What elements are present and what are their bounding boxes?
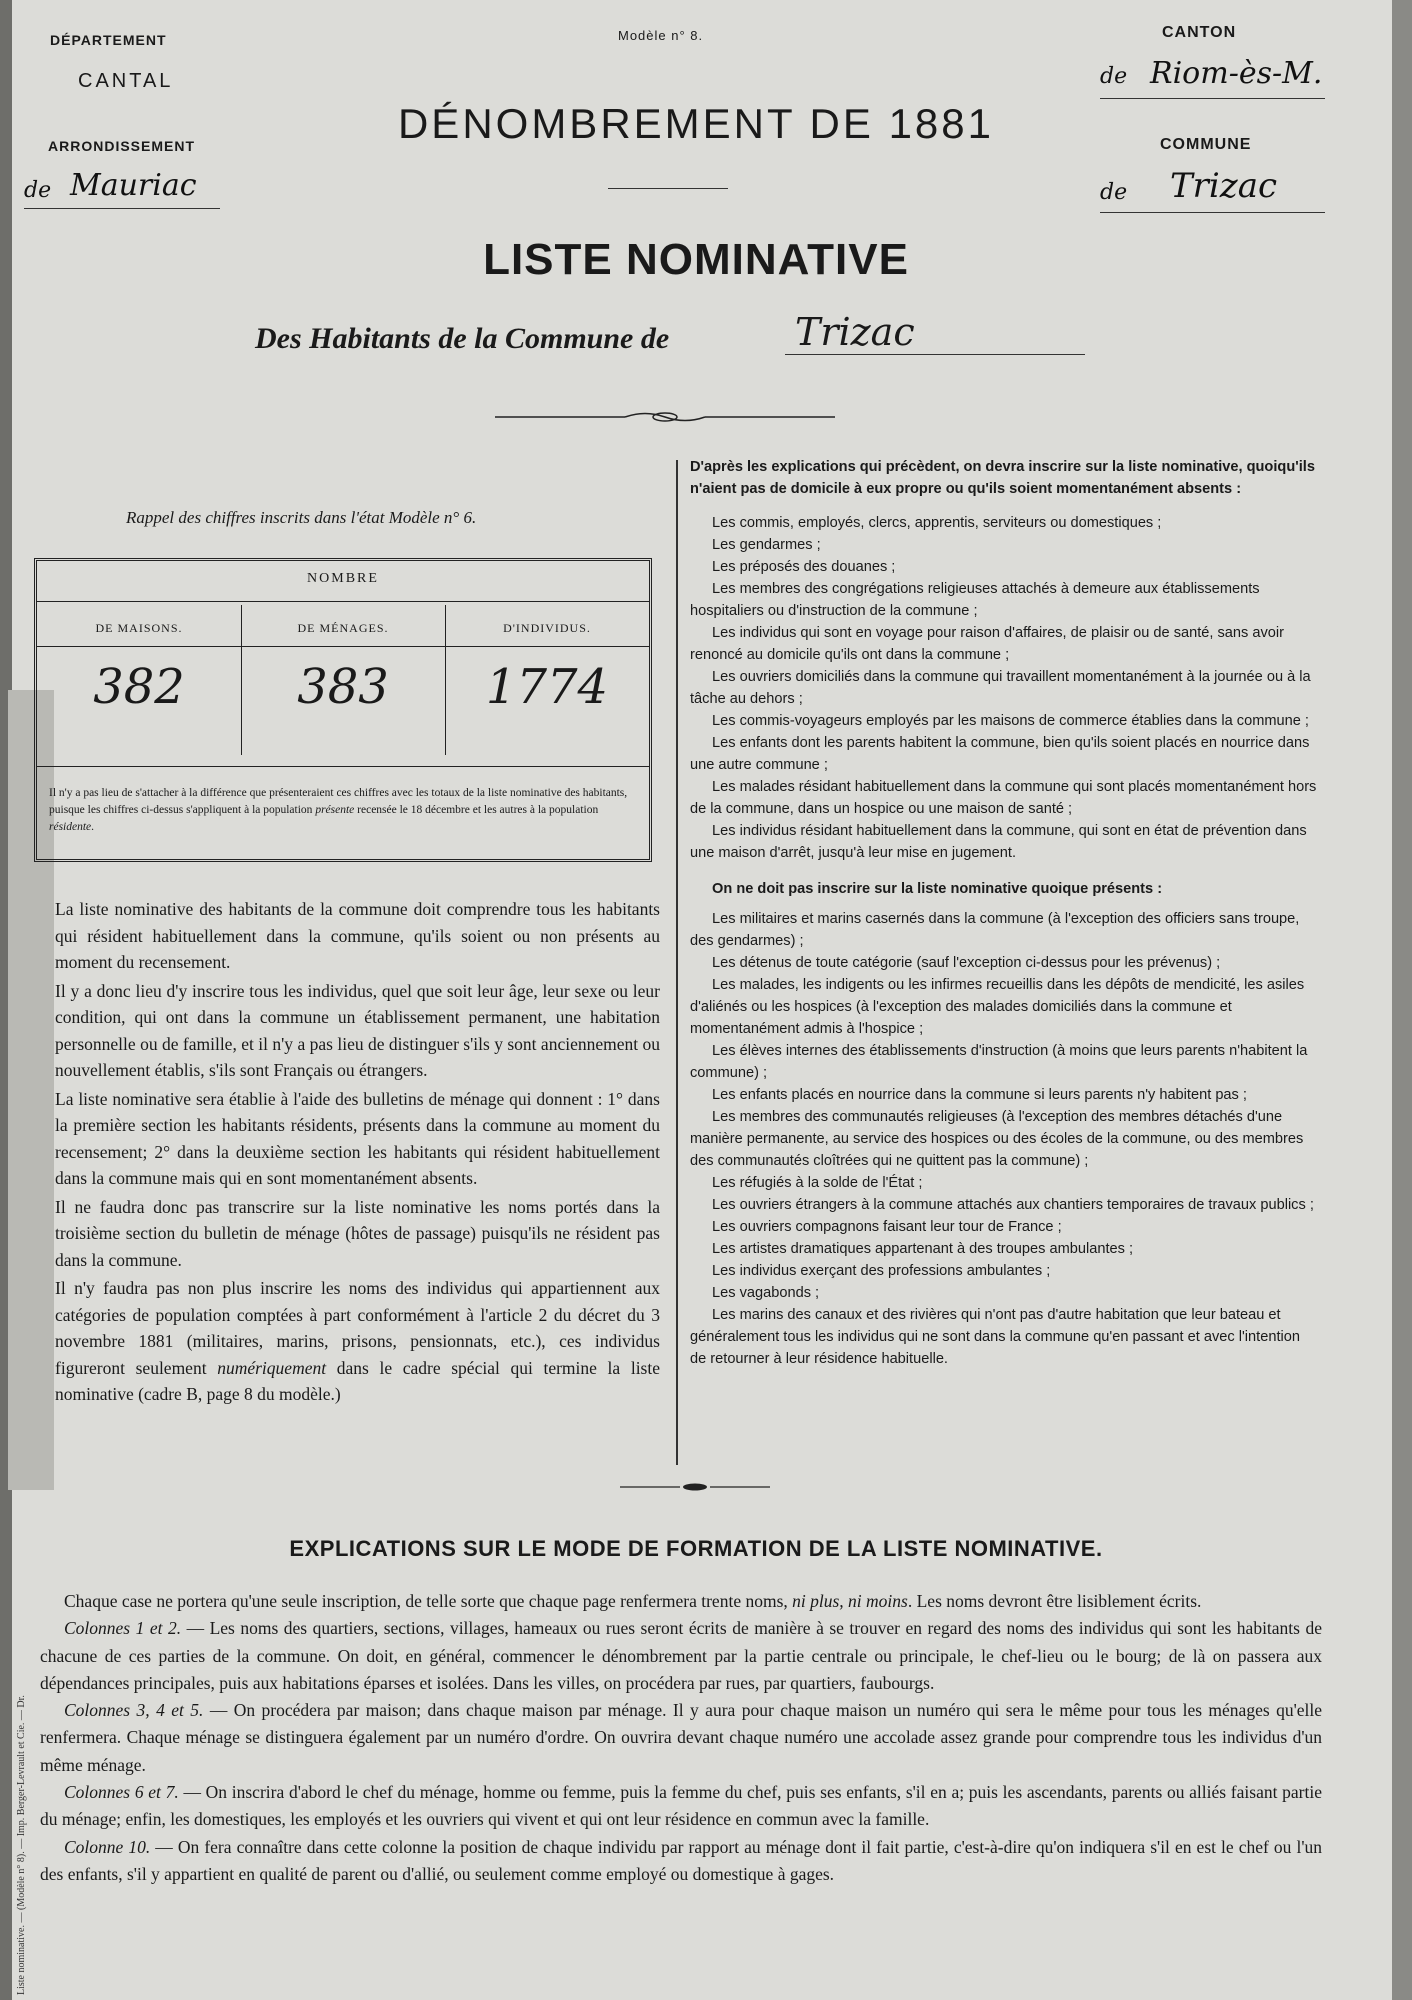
commune-line: Des Habitants de la Commune de (255, 322, 670, 355)
table-heading-rule (37, 601, 649, 602)
arrondissement-prefix: de (24, 178, 52, 203)
exclude-item: Les réfugiés à la solde de l'État ; (712, 1175, 923, 1191)
include-item: Les préposés des douanes ; (712, 559, 896, 575)
explications-text-span: — Les noms des quartiers, sections, villages, hameaux ou rues seront écrits de manière à se trouver en regard des noms des individus qui sont les habitants de chacune de ces parties de la commune. On doit, en général, commencer le dénombrement par la partie centrale ou principale, le chef-lieu ou le bourg; de là on passera aux dépendances principales, puis aux habitations éparses et isolées. Dans les villes, on procédera par rues, par quartiers, faubourgs. (40, 1618, 1322, 1693)
table-heading: NOMBRE (307, 571, 379, 586)
exclude-item: Les élèves internes des établissements d'instruction (à moins que leurs parents n'habitent la commune) ; (690, 1043, 1308, 1081)
explications-title: EXPLICATIONS SUR LE MODE DE FORMATION DE LA LISTE NOMINATIVE. (289, 1536, 1103, 1561)
summary-table (34, 558, 652, 862)
departement-label: DÉPARTEMENT (50, 32, 167, 48)
exclude-item: Les marins des canaux et des rivières qui n'ont pas d'autre habitation que leur bateau et généralement tous les individus qui ne sont dans la commune qu'en passant et avec l'intention de retourner à leur résidence habituelle. (690, 1307, 1300, 1367)
modele-number: Modèle n° 8. (618, 28, 704, 43)
table-col-individus: D'INDIVIDUS. (503, 621, 591, 635)
include-item: Les gendarmes ; (712, 537, 821, 553)
exclude-item: Les malades, les indigents ou les infirmes recueillis dans les dépôts de mendicité, les asiles d'aliénés ou les hospices (à l'exception des malades domiciliés dans la commune et momentanément admis à l'hospice ; (690, 977, 1305, 1037)
arrondissement-underline (24, 208, 220, 209)
title-rule (608, 188, 728, 189)
explications-paragraph (40, 1834, 1322, 1889)
include-item: Les individus résidant habituellement dans la commune, qui sont en état de prévention dans une maison d'arrêt, jusqu'à leur mise en jugement. (690, 823, 1307, 861)
table-note (49, 785, 634, 836)
column-divider (676, 460, 678, 1465)
explications-text-span: Chaque case ne portera qu'une seule inscription, de telle sorte que chaque page renfermera trente noms, (64, 1591, 793, 1611)
exclude-item: Les ouvriers étrangers à la commune attachés aux chantiers temporaires de travaux publics ; (712, 1197, 1314, 1213)
table-col-menages: DE MÉNAGES. (297, 621, 389, 635)
table-note-rule (37, 766, 649, 767)
exclude-item: Les détenus de toute catégorie (sauf l'exception ci-dessus pour les prévenus) ; (712, 955, 1221, 971)
left-paragraph: Il y a donc lieu d'y inscrire tous les individus, quel que soit leur âge, leur sexe ou leur condition, qui ont dans la commune un établissement permanent, une habitation personnelle ou de famille, et il n'y a pas lieu de distinguer s'ils y sont anciennement ou nouvellement établis, s'ils sont Français ou étrangers. (55, 980, 660, 1080)
left-paragraph (55, 1275, 660, 1408)
include-item: Les commis-voyageurs employés par les maisons de commerce établies dans la commune ; (712, 713, 1309, 729)
explications-paragraph (40, 1615, 1322, 1697)
explications-paragraph (40, 1779, 1322, 1834)
explications-paragraph (40, 1697, 1322, 1779)
left-column-text (55, 896, 660, 1410)
explications-text-span: — On inscrira d'abord le chef du ménage, homme ou femme, puis la femme du chef, puis ses enfants, s'il en a; puis les ascendants, parents ou alliés faisant partie du ménage; enfin, les domestiques, les employés et les ouvriers qui vivent et qui ont leur résidence en commun avec la famille. (40, 1782, 1322, 1830)
include-item: Les enfants dont les parents habitent la commune, bien qu'ils soient placés en nourrice dans une autre commune ; (690, 735, 1310, 773)
left-paragraph-text: dans le cadre spécial qui termine la liste nominative (cadre B, page 8 du modèle.) (55, 1357, 660, 1404)
explications-label: Colonnes 6 et 7. (64, 1782, 179, 1803)
decorative-ornament (495, 410, 835, 424)
include-item: Les ouvriers domiciliés dans la commune qui travaillent momentanément à la journée ou à la tâche au dehors ; (690, 669, 1311, 707)
exclude-item: Les vagabonds ; (712, 1285, 820, 1301)
printer-imprint: Liste nominative. — (Modèle n° 8). — Imp. Berger-Levrault et Cie. — Dr. (16, 1695, 27, 1995)
explications-paragraph (40, 1588, 1322, 1615)
explications-emphasis: ni plus, ni moins (792, 1591, 908, 1611)
explications-text-span: — On fera connaître dans cette colonne la position de chaque individu par rapport au ménage dont il fait partie, c'est-à-dire qu'on indiquera s'il en est le chef ou l'un des enfants, s'il y appartient en qualité de parent ou d'allié, ou seulement comme employé ou domestique à gages. (40, 1836, 1323, 1884)
explications-label: Colonne 10. (64, 1836, 151, 1857)
commune-hand: Trizac (1170, 166, 1278, 206)
left-paragraph-text: Il n'y faudra pas non plus inscrire les noms des individus qui appartiennent aux catégories de population comptées à part conformément à l'article 2 du décret du 3 novembre 1881 (militaires, marins, prisons, pensionnats, etc.), ces individus figureront seulement (55, 1278, 660, 1378)
arrondissement-label: ARRONDISSEMENT (48, 138, 196, 154)
table-note-text: Il n'y a pas lieu de s'attacher à la différence que présenteraient ces chiffres avec les totaux de la liste nominative des habitants, puisque les chiffres ci-dessus s'appliquent à la population (49, 787, 628, 816)
explications-text (40, 1588, 1322, 1888)
table-note-text: recensée le 18 décembre et les autres à la population (354, 804, 599, 816)
left-paragraph-emphasis: numériquement (217, 1357, 327, 1378)
include-lead: D'après les explications qui précèdent, on devra inscrire sur la liste nominative, quoiqu'ils n'aient pas de domicile à eux propre ou qu'ils soient momentanément absents : (690, 459, 1315, 497)
commune-line-hand: Trizac (795, 310, 915, 354)
left-paragraph: Il ne faudra donc pas transcrire sur la liste nominative les noms portés dans la troisième section du bulletin de ménage (hôtes de passage) puisqu'ils ne résident pas dans la commune. (55, 1196, 660, 1270)
departement-value: CANTAL (78, 70, 174, 92)
explications-label: Colonnes 1 et 2. (64, 1618, 182, 1639)
commune-line-rule (785, 354, 1085, 355)
arrondissement-hand: Mauriac (70, 168, 197, 203)
commune-prefix: de (1100, 180, 1128, 205)
canton-label: CANTON (1162, 24, 1237, 41)
include-item: Les malades résidant habituellement dans la commune qui sont placés momentanément hors de la commune, dans un hospice ou une maison de santé ; (690, 779, 1317, 817)
table-value-individus: 1774 (485, 659, 609, 715)
include-item: Les membres des congrégations religieuses attachés à demeure aux établissements hospitaliers ou d'instruction de la commune ; (690, 581, 1260, 619)
exclude-subhead: On ne doit pas inscrire sur la liste nominative quoique présents : (712, 881, 1163, 897)
right-column-text (690, 456, 1320, 1370)
exclude-item: Les enfants placés en nourrice dans la commune si leurs parents n'y habitent pas ; (712, 1087, 1247, 1103)
main-title: DÉNOMBREMENT DE 1881 (397, 100, 995, 147)
include-item: Les individus qui sont en voyage pour raison d'affaires, de plaisir ou de santé, sans avoir renoncé au domicile qu'ils ont dans la commune ; (690, 625, 1285, 663)
left-paragraph: La liste nominative sera établie à l'aide des bulletins de ménage qui donnent : 1° dans la première section les habitants résidents, présents dans la commune au moment du recensement; 2° dans la deuxième section les habitants qui résident habituellement dans la commune mais qui en sont momentanément absents. (55, 1088, 660, 1188)
table-header-rule (37, 646, 649, 647)
rappel-caption: Rappel des chiffres inscrits dans l'état Modèle n° 6. (126, 508, 477, 527)
table-note-emphasis: présente (315, 804, 355, 816)
commune-underline (1100, 212, 1325, 213)
canton-hand: Riom-ès-M. (1150, 56, 1323, 91)
section-ornament (620, 1482, 770, 1492)
explications-text-span: . Les noms devront être lisiblement écrits. (907, 1591, 1202, 1611)
explications-label: Colonnes 3, 4 et 5. (64, 1700, 204, 1721)
canton-underline (1100, 98, 1325, 99)
exclude-item: Les artistes dramatiques appartenant à des troupes ambulantes ; (712, 1241, 1134, 1257)
commune-label: COMMUNE (1160, 136, 1252, 153)
table-note-emphasis: résidente (49, 821, 92, 833)
exclude-item: Les militaires et marins casernés dans la commune (à l'exception des officiers sans troupe, des gendarmes) ; (690, 911, 1300, 949)
table-value-menages: 383 (297, 659, 389, 715)
canton-prefix: de (1100, 64, 1128, 89)
sub-title: LISTE NOMINATIVE (483, 235, 909, 284)
explications-text-span: — On procédera par maison; dans chaque maison par ménage. Il y aura pour chaque maison un numéro qui sera le même pour tous les ménages qu'elle renfermera. Chaque ménage se distinguera également par un numéro d'ordre. On ouvrira devant chaque numéro une accolade assez grande pour comprendre tous les individus d'un même ménage. (40, 1700, 1322, 1775)
exclude-item: Les individus exerçant des professions ambulantes ; (712, 1263, 1051, 1279)
include-item: Les commis, employés, clercs, apprentis, serviteurs ou domestiques ; (712, 515, 1162, 531)
table-value-maisons: 382 (93, 659, 185, 715)
table-note-text: . (91, 821, 95, 833)
table-col-maisons: DE MAISONS. (95, 621, 183, 635)
exclude-item: Les membres des communautés religieuses (à l'exception des membres détachés d'une manière permanente, au service des hospices ou des écoles de la commune, ou des membres des communautés cloîtrées qui ne quittent pas la commune) ; (690, 1109, 1304, 1169)
exclude-item: Les ouvriers compagnons faisant leur tour de France ; (712, 1219, 1062, 1235)
left-paragraph: La liste nominative des habitants de la commune doit comprendre tous les habitants qui résident habituellement dans la commune, qu'ils soient ou non présents au moment du recensement. (55, 899, 660, 972)
